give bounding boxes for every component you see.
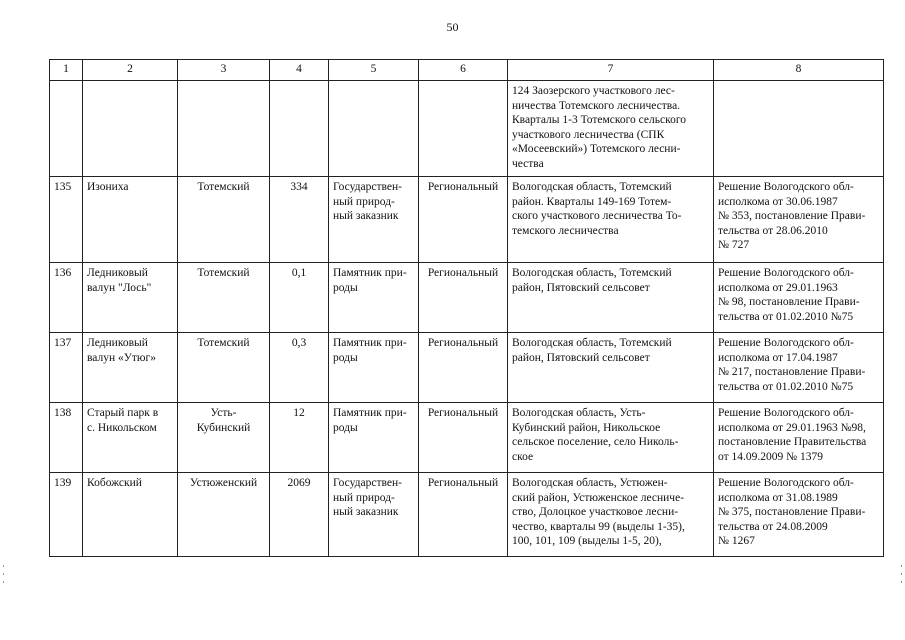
cell-area: 334 (270, 177, 329, 263)
table-row (50, 333, 884, 403)
column-header: 1 (50, 60, 83, 81)
cell-location: Вологодская область, Устюжен- ский район, Устюженское лесниче- ство, Долоцкое участковое лесни- чество, кварталы 99 (выделы 1-35), 100, 101, 109 (выделы 1-5, 20), (508, 473, 714, 557)
cell-significance: Региональный (419, 473, 508, 557)
column-header: 5 (329, 60, 419, 81)
cell-number (50, 81, 83, 177)
margin-mark (901, 573, 902, 575)
cell-location: Вологодская область, Тотемский район. Кварталы 149-169 Тотем- ского участкового лесничества То- темского лесничества (508, 177, 714, 263)
cell-document (714, 81, 884, 177)
table-row (50, 403, 884, 473)
column-header: 8 (714, 60, 884, 81)
cell-significance (419, 81, 508, 177)
cell-location: Вологодская область, Усть- Кубинский район, Никольское сельское поселение, село Николь- ское (508, 403, 714, 473)
table-row (50, 177, 884, 263)
cell-number: 135 (50, 177, 83, 263)
protected-areas-table (49, 59, 884, 557)
cell-name: Ледниковый валун «Утюг» (83, 333, 178, 403)
cell-location: Вологодская область, Тотемский район, Пятовский сельсовет (508, 263, 714, 333)
cell-category: Памятник при- роды (329, 263, 419, 333)
table-body (50, 177, 884, 557)
cell-document: Решение Вологодского обл- исполкома от 29.01.1963 № 98, постановление Прави- тельства от 01.02.2010 №75 (714, 263, 884, 333)
margin-mark (3, 565, 4, 567)
column-header: 4 (270, 60, 329, 81)
cell-document: Решение Вологодского обл- исполкома от 31.08.1989 № 375, постановление Прави- тельства от 24.08.2009 № 1267 (714, 473, 884, 557)
column-header: 6 (419, 60, 508, 81)
page-number: 50 (446, 20, 459, 34)
cell-location: Вологодская область, Тотемский район, Пятовский сельсовет (508, 333, 714, 403)
cell-district: Устюженский (178, 473, 270, 557)
cell-number: 139 (50, 473, 83, 557)
cell-document: Решение Вологодского обл- исполкома от 17.04.1987 № 217, постановление Прави- тельства от 01.02.2010 №75 (714, 333, 884, 403)
cell-area (270, 81, 329, 177)
cell-area: 0,1 (270, 263, 329, 333)
margin-mark (3, 573, 4, 575)
cell-category: Памятник при- роды (329, 333, 419, 403)
cell-number: 138 (50, 403, 83, 473)
cell-area: 0,3 (270, 333, 329, 403)
cell-significance: Региональный (419, 333, 508, 403)
cell-name: Изониха (83, 177, 178, 263)
cell-district: Усть- Кубинский (178, 403, 270, 473)
cell-name: Кобожский (83, 473, 178, 557)
table-row (50, 473, 884, 557)
cell-district (178, 81, 270, 177)
cell-document: Решение Вологодского обл- исполкома от 30.06.1987 № 353, постановление Прави- тельства от 28.06.2010 № 727 (714, 177, 884, 263)
cell-category: Государствен- ный природ- ный заказник (329, 473, 419, 557)
margin-mark (901, 565, 902, 567)
cell-area: 12 (270, 403, 329, 473)
cell-category (329, 81, 419, 177)
cell-district: Тотемский (178, 263, 270, 333)
cell-number: 137 (50, 333, 83, 403)
table-row (50, 263, 884, 333)
margin-mark (901, 581, 902, 583)
column-header: 7 (508, 60, 714, 81)
cell-district: Тотемский (178, 333, 270, 403)
cell-name: Ледниковый валун "Лось" (83, 263, 178, 333)
column-header: 3 (178, 60, 270, 81)
cell-significance: Региональный (419, 177, 508, 263)
cell-district: Тотемский (178, 177, 270, 263)
column-header: 2 (83, 60, 178, 81)
cell-category: Государствен- ный природ- ный заказник (329, 177, 419, 263)
cell-significance: Региональный (419, 263, 508, 333)
cell-area: 2069 (270, 473, 329, 557)
cell-significance: Региональный (419, 403, 508, 473)
cell-location: 124 Заозерского участкового лес- ничества Тотемского лесничества. Кварталы 1-3 Тотемского сельского участкового лесничества (СПК «Мосеевский») Тотемского лесни- чества (508, 81, 714, 177)
cell-name: Старый парк в с. Никольском (83, 403, 178, 473)
cell-name (83, 81, 178, 177)
cell-document: Решение Вологодского обл- исполкома от 29.01.1963 №98, постановление Правительства от 14.09.2009 № 1379 (714, 403, 884, 473)
cell-number: 136 (50, 263, 83, 333)
margin-mark (3, 581, 4, 583)
cell-category: Памятник при- роды (329, 403, 419, 473)
header-row (50, 60, 884, 81)
table-row-continuation (50, 81, 884, 177)
